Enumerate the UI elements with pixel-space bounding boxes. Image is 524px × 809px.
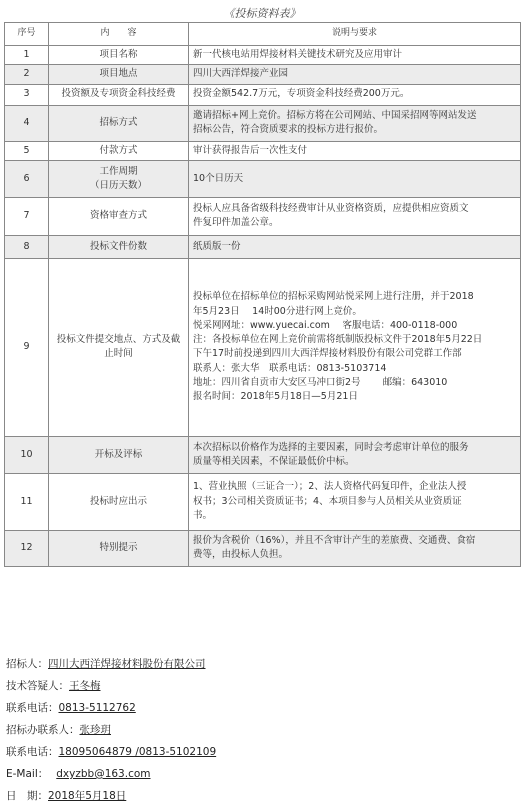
table-row <box>5 258 521 436</box>
tech-contact-value: 王冬梅 <box>69 680 101 692</box>
description-line: 费等，由投标人负担。 <box>193 549 289 561</box>
description-line: 10个日历天 <box>193 172 244 184</box>
tech-phone-label: 联系电话： <box>6 702 59 714</box>
table-row <box>5 105 521 141</box>
row-number: 6 <box>5 160 49 197</box>
document-title: 《投标资料表》 <box>223 7 301 20</box>
date-value: 2018年5月18日 <box>48 790 127 802</box>
description-line: 纸质版一份 <box>193 240 241 252</box>
office-contact-value: 张珍玥 <box>79 724 111 736</box>
description-line: 四川大西洋焊接产业园 <box>193 68 289 80</box>
office-phone-line <box>6 744 216 759</box>
tender-info-table <box>4 22 521 567</box>
table-row <box>5 46 521 65</box>
description-line: 件复印件加盖公章。 <box>193 217 279 229</box>
row-number: 2 <box>5 65 49 84</box>
table-row <box>5 235 521 258</box>
row-number: 3 <box>5 84 49 105</box>
header-number: 序号 <box>5 23 49 46</box>
office-contact-line <box>6 722 141 737</box>
row-item-name: 投标文件份数 <box>49 235 189 258</box>
date-line <box>6 788 126 803</box>
table-row <box>5 141 521 160</box>
description-line: 审计获得报告后一次性支付 <box>193 144 308 156</box>
description-line: 新一代核电站用焊接材料关键技术研究及应用审计 <box>193 49 403 60</box>
row-description <box>189 436 521 473</box>
row-number: 7 <box>5 197 49 235</box>
row-description <box>189 160 521 197</box>
row-description <box>189 258 521 436</box>
tech-contact-label: 技术答疑人： <box>6 680 69 692</box>
header-description: 说明与要求 <box>189 23 521 46</box>
table-row <box>5 530 521 566</box>
row-item-name: 特别提示 <box>49 530 189 566</box>
description-line: 1、营业执照（三证合一）；2、法人资格代码复印件，企业法人授 <box>193 481 467 493</box>
office-phone-value: 18095064879 /0813-5102109 <box>58 746 217 758</box>
description-line: 悦采网网址：www.yuecai.com 客服电话：400-0118-000 <box>193 319 458 331</box>
description-line: 书。 <box>193 509 213 521</box>
row-item-name: 投资额及专项资金科技经费 <box>49 84 189 105</box>
description-line: 权书；3公司相关资质证书；4、本项目参与人员相关从业资质证 <box>193 495 462 507</box>
tenderer-line <box>6 656 206 671</box>
table-row <box>5 84 521 105</box>
office-contact-label: 招标办联系人： <box>6 724 80 736</box>
header-content: 内 容 <box>49 23 189 46</box>
description-line: 质量等相关因素，不保证最低价中标。 <box>193 455 355 467</box>
office-phone-label: 联系电话： <box>6 746 59 758</box>
row-number: 1 <box>5 46 49 65</box>
row-description <box>189 105 521 141</box>
description-line: 投标单位在招标单位的招标采购网站悦采网上进行注册，并于2018 <box>193 291 474 303</box>
table-header-row <box>5 23 521 46</box>
row-number: 8 <box>5 235 49 258</box>
description-line: 投资金额542.7万元，专项资金科技经费200万元。 <box>193 88 410 100</box>
row-item-name: 投标时应出示 <box>49 473 189 530</box>
email-label: E-Mail： <box>6 768 49 780</box>
table-row <box>5 436 521 473</box>
row-description <box>189 235 521 258</box>
description-line: 报价为含税价（16%），并且不含审计产生的差旅费、交通费、食宿 <box>193 535 476 546</box>
row-description <box>189 530 521 566</box>
tech-phone-line <box>6 700 136 715</box>
description-line: 投标人应具备省级科技经费审计从业资格资质，应提供相应资质文 <box>193 203 469 214</box>
row-item-name: 工作周期 （日历天数） <box>49 160 189 197</box>
tenderer-value: 四川大西洋焊接材料股份有限公司 <box>48 658 206 670</box>
row-number: 9 <box>5 258 49 436</box>
row-number: 11 <box>5 473 49 530</box>
row-item-name: 付款方式 <box>49 141 189 160</box>
description-line: 注：各投标单位在网上竞价前需将纸制版投标文件于2018年5月22日 <box>193 334 483 345</box>
description-line: 报名时间：2018年5月18日—5月21日 <box>193 391 358 402</box>
row-description <box>189 141 521 160</box>
row-description <box>189 197 521 235</box>
row-number: 12 <box>5 530 49 566</box>
row-item-name: 项目名称 <box>49 46 189 65</box>
row-number: 5 <box>5 141 49 160</box>
row-item-name: 资格审查方式 <box>49 197 189 235</box>
description-line: 下午17时前投递到四川大西洋焊接材料股份有限公司党群工作部 <box>193 348 462 360</box>
row-number: 4 <box>5 105 49 141</box>
table-row <box>5 473 521 530</box>
row-description <box>189 65 521 84</box>
description-line: 年5月23日 14时00分进行网上竞价。 <box>193 305 362 317</box>
row-item-name: 开标及评标 <box>49 436 189 473</box>
email-line <box>6 766 179 781</box>
tech-phone-value: 0813-5112762 <box>58 702 136 714</box>
tenderer-label: 招标人： <box>6 658 48 670</box>
email-value[interactable]: dxyzbb@163.com <box>56 768 151 780</box>
description-line: 招标公告，符合资质要求的投标方进行报价。 <box>193 124 384 135</box>
date-label: 日 期： <box>6 790 48 802</box>
description-line: 邀请招标+网上竞价。招标方将在公司网站、中国采招网等网站发送 <box>193 109 477 121</box>
row-item-name: 招标方式 <box>49 105 189 141</box>
description-line: 本次招标以价格作为选择的主要因素，同时会考虑审计单位的服务 <box>193 441 469 453</box>
row-number: 10 <box>5 436 49 473</box>
row-description <box>189 46 521 65</box>
row-item-name: 投标文件提交地点、方式及截止时间 <box>49 258 189 436</box>
row-description <box>189 84 521 105</box>
table-row <box>5 160 521 197</box>
tech-contact-line <box>6 678 101 693</box>
table-row <box>5 197 521 235</box>
row-description <box>189 473 521 530</box>
description-line: 联系人：张大华 联系电话：0813-5103714 <box>193 362 387 374</box>
description-line: 地址：四川省自贡市大安区马冲口街2号 邮编：643010 <box>193 376 448 388</box>
table-row <box>5 65 521 84</box>
row-item-name: 项目地点 <box>49 65 189 84</box>
